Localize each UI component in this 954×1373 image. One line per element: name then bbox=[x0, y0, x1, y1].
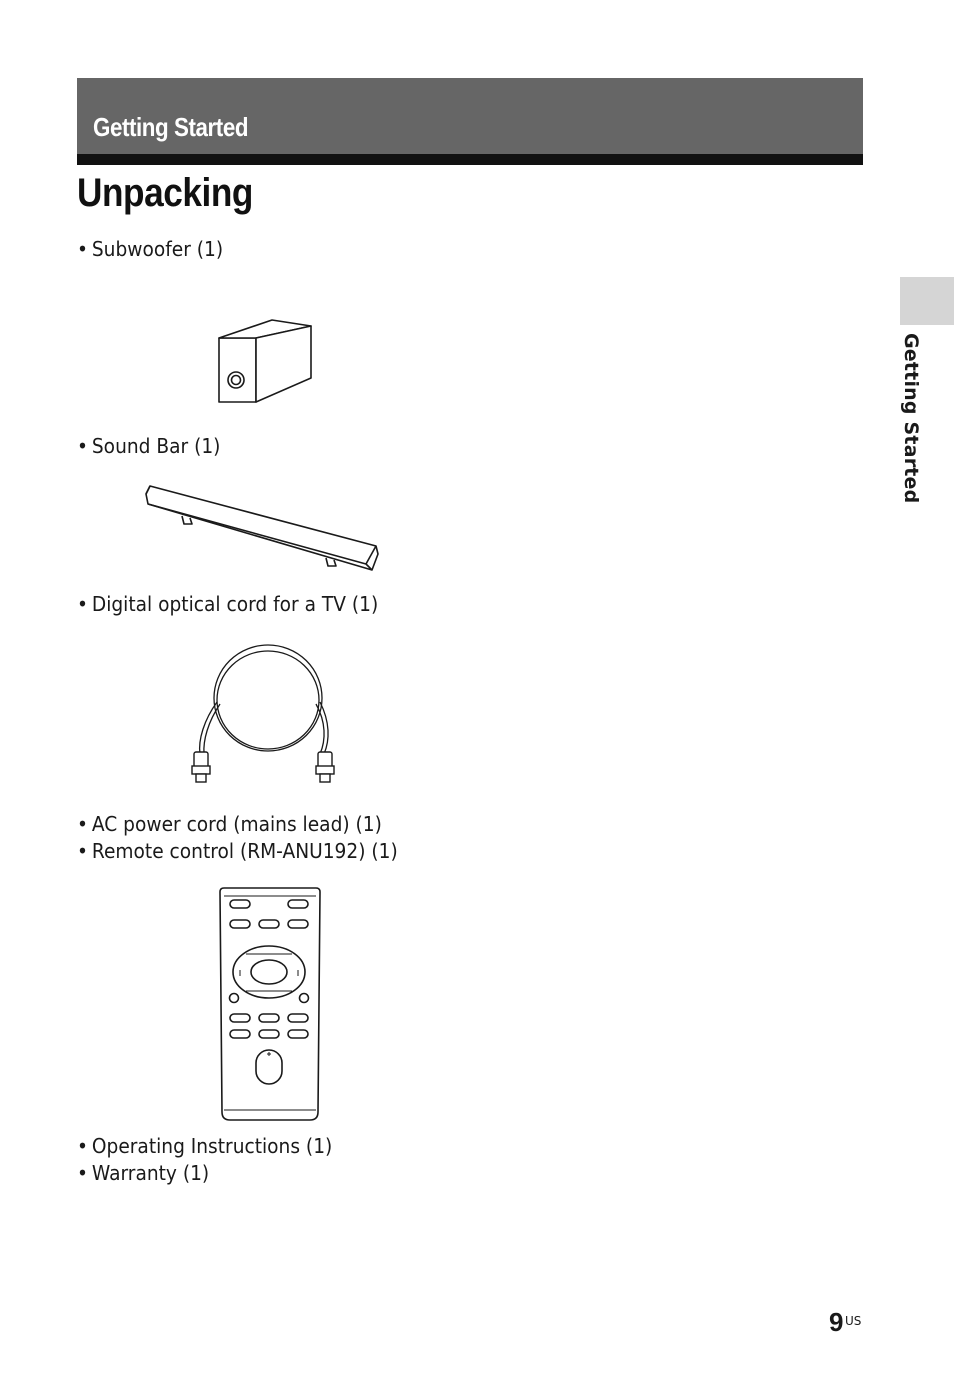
side-tab-marker bbox=[900, 277, 954, 325]
subwoofer-illustration bbox=[212, 316, 318, 408]
page-number: 9 bbox=[829, 1307, 843, 1337]
list-item bbox=[77, 838, 398, 865]
item-label: Remote control (RM-ANU192) (1) bbox=[91, 839, 398, 863]
list-item bbox=[77, 1160, 209, 1187]
item-label: Subwoofer (1) bbox=[91, 237, 224, 261]
list-item bbox=[77, 591, 378, 618]
section-banner-rule bbox=[77, 154, 863, 165]
item-label: Sound Bar (1) bbox=[91, 434, 221, 458]
bullet: • bbox=[77, 434, 88, 458]
bullet: • bbox=[77, 812, 88, 836]
page-number-suffix: US bbox=[845, 1314, 862, 1328]
sound-bar-illustration bbox=[140, 480, 386, 576]
bullet: • bbox=[77, 1134, 88, 1158]
page-title: Unpacking bbox=[77, 171, 253, 215]
list-item bbox=[77, 1133, 332, 1160]
optical-cord-illustration bbox=[184, 642, 344, 790]
list-item bbox=[77, 433, 220, 460]
bullet: • bbox=[77, 1161, 88, 1185]
item-label: Warranty (1) bbox=[91, 1161, 210, 1185]
bullet: • bbox=[77, 237, 88, 261]
list-item bbox=[77, 236, 223, 263]
item-label: Operating Instructions (1) bbox=[91, 1134, 333, 1158]
item-label: Digital optical cord for a TV (1) bbox=[91, 592, 379, 616]
remote-control-illustration bbox=[216, 884, 324, 1124]
item-label: AC power cord (mains lead) (1) bbox=[91, 812, 382, 836]
section-title: Getting Started bbox=[93, 112, 249, 142]
list-item bbox=[77, 811, 382, 838]
bullet: • bbox=[77, 839, 88, 863]
side-tab-label: Getting Started bbox=[900, 333, 922, 504]
bullet: • bbox=[77, 592, 88, 616]
